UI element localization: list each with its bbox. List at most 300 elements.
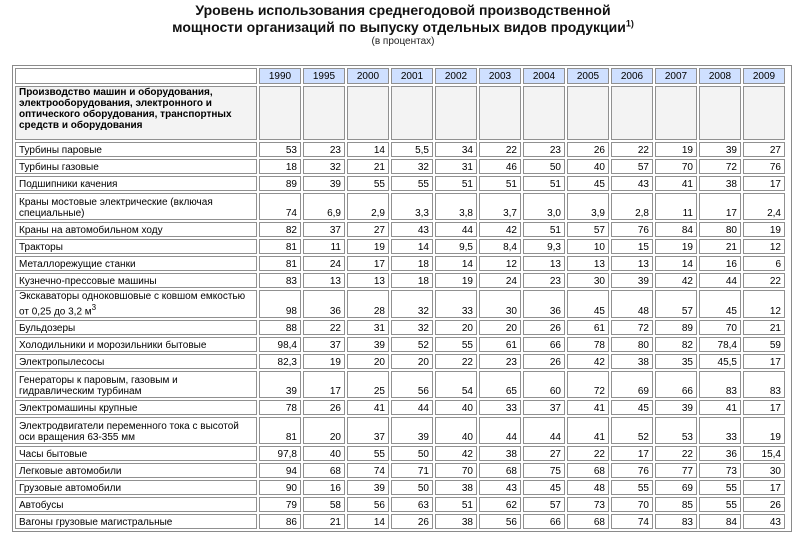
row-label-text: Электродвигатели переменного тока с высотой оси вращения 63-355 мм bbox=[19, 421, 239, 444]
value-cell-2003: 12 bbox=[479, 256, 521, 271]
value-cell-1995: 40 bbox=[303, 446, 345, 461]
value-cell-2006: 43 bbox=[611, 176, 653, 191]
value-cell-2001: 18 bbox=[391, 256, 433, 271]
value-cell-2007: 41 bbox=[655, 176, 697, 191]
value-cell-2005: 48 bbox=[567, 480, 609, 495]
value-cell-2002: 38 bbox=[435, 514, 477, 529]
value-cell-2005: 3,9 bbox=[567, 193, 609, 220]
year-header-2009: 2009 bbox=[743, 68, 785, 84]
value-cell-2006: 80 bbox=[611, 337, 653, 352]
value-cell-2004: 26 bbox=[523, 320, 565, 335]
value-cell-2002: 40 bbox=[435, 417, 477, 444]
year-header-2001: 2001 bbox=[391, 68, 433, 84]
value-cell-2001: 39 bbox=[391, 417, 433, 444]
table-header-row bbox=[15, 68, 785, 84]
value-cell-2009: 17 bbox=[743, 354, 785, 369]
table-row bbox=[15, 354, 785, 369]
row-label-sup: 3 bbox=[91, 303, 97, 312]
value-cell-2008: 80 bbox=[699, 222, 741, 237]
value-cell-2003: 44 bbox=[479, 417, 521, 444]
row-label bbox=[15, 480, 257, 495]
row-label bbox=[15, 239, 257, 254]
value-cell-2008: 41 bbox=[699, 400, 741, 415]
group-empty-cell bbox=[743, 86, 785, 140]
value-cell-2005: 41 bbox=[567, 417, 609, 444]
row-label bbox=[15, 371, 257, 398]
value-cell-2004: 26 bbox=[523, 354, 565, 369]
row-label-text: Турбины паровые bbox=[19, 145, 102, 156]
value-cell-2005: 42 bbox=[567, 354, 609, 369]
value-cell-2003: 68 bbox=[479, 463, 521, 478]
value-cell-2001: 44 bbox=[391, 400, 433, 415]
value-cell-2007: 11 bbox=[655, 193, 697, 220]
value-cell-2002: 38 bbox=[435, 480, 477, 495]
table-row bbox=[15, 256, 785, 271]
year-header-2000: 2000 bbox=[347, 68, 389, 84]
value-cell-2004: 36 bbox=[523, 290, 565, 318]
group-empty-cell bbox=[347, 86, 389, 140]
value-cell-2008: 33 bbox=[699, 417, 741, 444]
value-cell-2003: 61 bbox=[479, 337, 521, 352]
table-row bbox=[15, 463, 785, 478]
value-cell-2001: 56 bbox=[391, 371, 433, 398]
value-cell-2002: 9,5 bbox=[435, 239, 477, 254]
value-cell-2004: 23 bbox=[523, 273, 565, 288]
value-cell-2000: 39 bbox=[347, 480, 389, 495]
row-label-text: Экскаваторы одноковшовые с ковшом емкостью от 0,25 до 3,2 м bbox=[19, 291, 246, 318]
row-label bbox=[15, 159, 257, 174]
value-cell-2005: 57 bbox=[567, 222, 609, 237]
value-cell-1990: 94 bbox=[259, 463, 301, 478]
value-cell-2001: 5,5 bbox=[391, 142, 433, 157]
row-label bbox=[15, 514, 257, 529]
table-row bbox=[15, 193, 785, 220]
table-row bbox=[15, 239, 785, 254]
value-cell-2006: 48 bbox=[611, 290, 653, 318]
value-cell-2007: 85 bbox=[655, 497, 697, 512]
value-cell-2009: 59 bbox=[743, 337, 785, 352]
value-cell-1990: 81 bbox=[259, 256, 301, 271]
value-cell-2001: 71 bbox=[391, 463, 433, 478]
value-cell-2005: 72 bbox=[567, 371, 609, 398]
value-cell-2003: 62 bbox=[479, 497, 521, 512]
value-cell-2001: 43 bbox=[391, 222, 433, 237]
value-cell-2007: 69 bbox=[655, 480, 697, 495]
value-cell-1990: 53 bbox=[259, 142, 301, 157]
title-block bbox=[0, 2, 806, 47]
value-cell-2000: 19 bbox=[347, 239, 389, 254]
value-cell-2006: 76 bbox=[611, 463, 653, 478]
value-cell-2006: 52 bbox=[611, 417, 653, 444]
value-cell-1990: 18 bbox=[259, 159, 301, 174]
value-cell-2002: 51 bbox=[435, 176, 477, 191]
value-cell-2005: 68 bbox=[567, 463, 609, 478]
value-cell-2004: 66 bbox=[523, 337, 565, 352]
value-cell-2007: 53 bbox=[655, 417, 697, 444]
value-cell-2005: 22 bbox=[567, 446, 609, 461]
value-cell-2004: 51 bbox=[523, 222, 565, 237]
group-empty-cell bbox=[259, 86, 301, 140]
value-cell-2006: 17 bbox=[611, 446, 653, 461]
value-cell-2009: 27 bbox=[743, 142, 785, 157]
value-cell-1995: 23 bbox=[303, 142, 345, 157]
value-cell-2002: 40 bbox=[435, 400, 477, 415]
value-cell-2003: 33 bbox=[479, 400, 521, 415]
row-label bbox=[15, 176, 257, 191]
value-cell-2006: 57 bbox=[611, 159, 653, 174]
value-cell-1990: 79 bbox=[259, 497, 301, 512]
value-cell-2002: 34 bbox=[435, 142, 477, 157]
row-label-text: Вагоны грузовые магистральные bbox=[19, 517, 173, 529]
year-header-2008: 2008 bbox=[699, 68, 741, 84]
value-cell-2006: 45 bbox=[611, 400, 653, 415]
value-cell-2008: 55 bbox=[699, 497, 741, 512]
table-row bbox=[15, 417, 785, 444]
value-cell-1995: 24 bbox=[303, 256, 345, 271]
value-cell-2000: 17 bbox=[347, 256, 389, 271]
group-empty-cell bbox=[391, 86, 433, 140]
value-cell-2008: 73 bbox=[699, 463, 741, 478]
page-title bbox=[0, 2, 806, 36]
row-label-text: Часы бытовые bbox=[19, 449, 88, 461]
row-label bbox=[15, 354, 257, 369]
value-cell-1995: 36 bbox=[303, 290, 345, 318]
table-row bbox=[15, 446, 785, 461]
value-cell-2009: 83 bbox=[743, 371, 785, 398]
value-cell-2001: 55 bbox=[391, 176, 433, 191]
title-line-2-text: мощности организаций по выпуску отдельных видов продукции bbox=[172, 19, 626, 35]
value-cell-2008: 70 bbox=[699, 320, 741, 335]
value-cell-2004: 37 bbox=[523, 400, 565, 415]
group-empty-cell bbox=[479, 86, 521, 140]
row-label-text: Легковые автомобили bbox=[19, 466, 122, 478]
value-cell-2007: 42 bbox=[655, 273, 697, 288]
row-label-text: Автобусы bbox=[19, 500, 64, 512]
value-cell-1990: 97,8 bbox=[259, 446, 301, 461]
value-cell-2005: 30 bbox=[567, 273, 609, 288]
value-cell-1995: 26 bbox=[303, 400, 345, 415]
table-row bbox=[15, 497, 785, 512]
group-empty-cell bbox=[611, 86, 653, 140]
value-cell-2006: 13 bbox=[611, 256, 653, 271]
value-cell-2002: 31 bbox=[435, 159, 477, 174]
year-header-1990: 1990 bbox=[259, 68, 301, 84]
value-cell-2003: 24 bbox=[479, 273, 521, 288]
value-cell-1990: 82,3 bbox=[259, 354, 301, 369]
value-cell-2003: 42 bbox=[479, 222, 521, 237]
table-row bbox=[15, 176, 785, 191]
value-cell-2002: 19 bbox=[435, 273, 477, 288]
value-cell-1995: 22 bbox=[303, 320, 345, 335]
value-cell-2006: 2,8 bbox=[611, 193, 653, 220]
value-cell-2000: 14 bbox=[347, 514, 389, 529]
value-cell-2006: 69 bbox=[611, 371, 653, 398]
value-cell-2008: 78,4 bbox=[699, 337, 741, 352]
value-cell-2009: 2,4 bbox=[743, 193, 785, 220]
value-cell-2000: 27 bbox=[347, 222, 389, 237]
value-cell-2004: 13 bbox=[523, 256, 565, 271]
value-cell-2001: 14 bbox=[391, 239, 433, 254]
value-cell-2007: 57 bbox=[655, 290, 697, 318]
row-label bbox=[15, 417, 257, 444]
table-frame bbox=[12, 65, 792, 532]
value-cell-1990: 78 bbox=[259, 400, 301, 415]
year-header-2002: 2002 bbox=[435, 68, 477, 84]
value-cell-2008: 21 bbox=[699, 239, 741, 254]
value-cell-2007: 19 bbox=[655, 239, 697, 254]
value-cell-2001: 32 bbox=[391, 159, 433, 174]
table-row bbox=[15, 142, 785, 157]
row-label bbox=[15, 463, 257, 478]
value-cell-1990: 74 bbox=[259, 193, 301, 220]
table-row bbox=[15, 514, 785, 529]
row-label-text: Турбины газовые bbox=[19, 162, 99, 173]
value-cell-2008: 72 bbox=[699, 159, 741, 174]
value-cell-2004: 66 bbox=[523, 514, 565, 529]
year-header-2004: 2004 bbox=[523, 68, 565, 84]
value-cell-2009: 19 bbox=[743, 222, 785, 237]
value-cell-2004: 9,3 bbox=[523, 239, 565, 254]
row-label-text: Краны мостовые электрические (включая специальные) bbox=[19, 197, 213, 219]
value-cell-2008: 17 bbox=[699, 193, 741, 220]
value-cell-2000: 28 bbox=[347, 290, 389, 318]
value-cell-2006: 74 bbox=[611, 514, 653, 529]
value-cell-2003: 22 bbox=[479, 142, 521, 157]
value-cell-2004: 45 bbox=[523, 480, 565, 495]
units-subtitle: (в процентах) bbox=[371, 36, 435, 47]
group-empty-cell bbox=[655, 86, 697, 140]
value-cell-2001: 32 bbox=[391, 290, 433, 318]
group-empty-cell bbox=[523, 86, 565, 140]
value-cell-2003: 8,4 bbox=[479, 239, 521, 254]
row-label-text: Металлорежущие станки bbox=[19, 259, 136, 270]
group-empty-cell bbox=[567, 86, 609, 140]
year-header-2005: 2005 bbox=[567, 68, 609, 84]
table-row bbox=[15, 222, 785, 237]
value-cell-2004: 3,0 bbox=[523, 193, 565, 220]
capacity-table bbox=[13, 66, 787, 531]
value-cell-2005: 10 bbox=[567, 239, 609, 254]
value-cell-2001: 18 bbox=[391, 273, 433, 288]
value-cell-2009: 12 bbox=[743, 239, 785, 254]
row-label bbox=[15, 290, 257, 318]
value-cell-1990: 82 bbox=[259, 222, 301, 237]
value-cell-2000: 74 bbox=[347, 463, 389, 478]
row-label bbox=[15, 142, 257, 157]
table-row bbox=[15, 290, 785, 318]
value-cell-2002: 42 bbox=[435, 446, 477, 461]
value-cell-2005: 73 bbox=[567, 497, 609, 512]
value-cell-2005: 40 bbox=[567, 159, 609, 174]
value-cell-2002: 55 bbox=[435, 337, 477, 352]
value-cell-2001: 50 bbox=[391, 480, 433, 495]
value-cell-1995: 19 bbox=[303, 354, 345, 369]
value-cell-2001: 32 bbox=[391, 320, 433, 335]
value-cell-2009: 26 bbox=[743, 497, 785, 512]
value-cell-2004: 23 bbox=[523, 142, 565, 157]
value-cell-2005: 68 bbox=[567, 514, 609, 529]
value-cell-2007: 70 bbox=[655, 159, 697, 174]
value-cell-2002: 14 bbox=[435, 256, 477, 271]
group-row bbox=[15, 86, 785, 140]
value-cell-1995: 11 bbox=[303, 239, 345, 254]
value-cell-2006: 22 bbox=[611, 142, 653, 157]
value-cell-2009: 22 bbox=[743, 273, 785, 288]
value-cell-2008: 45 bbox=[699, 290, 741, 318]
value-cell-2009: 21 bbox=[743, 320, 785, 335]
value-cell-1995: 20 bbox=[303, 417, 345, 444]
value-cell-2009: 76 bbox=[743, 159, 785, 174]
value-cell-2000: 56 bbox=[347, 497, 389, 512]
value-cell-2001: 50 bbox=[391, 446, 433, 461]
value-cell-2008: 39 bbox=[699, 142, 741, 157]
value-cell-2000: 14 bbox=[347, 142, 389, 157]
value-cell-1995: 58 bbox=[303, 497, 345, 512]
value-cell-2004: 60 bbox=[523, 371, 565, 398]
value-cell-2007: 39 bbox=[655, 400, 697, 415]
row-label-text: Генераторы к паровым, газовым и гидравлическим турбинам bbox=[19, 375, 178, 398]
value-cell-2003: 65 bbox=[479, 371, 521, 398]
table-row bbox=[15, 337, 785, 352]
value-cell-2005: 45 bbox=[567, 176, 609, 191]
table-row bbox=[15, 159, 785, 174]
row-label bbox=[15, 256, 257, 271]
value-cell-2004: 75 bbox=[523, 463, 565, 478]
value-cell-2001: 63 bbox=[391, 497, 433, 512]
year-header-2007: 2007 bbox=[655, 68, 697, 84]
value-cell-2005: 26 bbox=[567, 142, 609, 157]
value-cell-2008: 36 bbox=[699, 446, 741, 461]
value-cell-2009: 30 bbox=[743, 463, 785, 478]
value-cell-2007: 22 bbox=[655, 446, 697, 461]
value-cell-2004: 27 bbox=[523, 446, 565, 461]
value-cell-1990: 88 bbox=[259, 320, 301, 335]
value-cell-2008: 84 bbox=[699, 514, 741, 529]
value-cell-2009: 17 bbox=[743, 176, 785, 191]
value-cell-2007: 84 bbox=[655, 222, 697, 237]
value-cell-2001: 52 bbox=[391, 337, 433, 352]
value-cell-2003: 38 bbox=[479, 446, 521, 461]
value-cell-2007: 19 bbox=[655, 142, 697, 157]
year-header-1995: 1995 bbox=[303, 68, 345, 84]
header-corner-cell bbox=[15, 68, 257, 84]
value-cell-2006: 70 bbox=[611, 497, 653, 512]
value-cell-2000: 20 bbox=[347, 354, 389, 369]
value-cell-1990: 90 bbox=[259, 480, 301, 495]
value-cell-2007: 82 bbox=[655, 337, 697, 352]
row-label bbox=[15, 222, 257, 237]
value-cell-1990: 98,4 bbox=[259, 337, 301, 352]
row-label bbox=[15, 400, 257, 415]
row-label-text: Кузнечно-прессовые машины bbox=[19, 276, 157, 287]
value-cell-2003: 46 bbox=[479, 159, 521, 174]
value-cell-2000: 2,9 bbox=[347, 193, 389, 220]
value-cell-2005: 45 bbox=[567, 290, 609, 318]
value-cell-2000: 55 bbox=[347, 176, 389, 191]
value-cell-2006: 38 bbox=[611, 354, 653, 369]
group-empty-cell bbox=[699, 86, 741, 140]
value-cell-2002: 33 bbox=[435, 290, 477, 318]
value-cell-2000: 25 bbox=[347, 371, 389, 398]
value-cell-1995: 32 bbox=[303, 159, 345, 174]
row-label bbox=[15, 320, 257, 335]
value-cell-2006: 39 bbox=[611, 273, 653, 288]
title-footnote-mark: 1) bbox=[625, 18, 634, 29]
value-cell-2006: 55 bbox=[611, 480, 653, 495]
value-cell-2009: 15,4 bbox=[743, 446, 785, 461]
group-empty-cell bbox=[303, 86, 345, 140]
value-cell-2008: 55 bbox=[699, 480, 741, 495]
value-cell-2007: 35 bbox=[655, 354, 697, 369]
row-label bbox=[15, 273, 257, 288]
value-cell-1995: 68 bbox=[303, 463, 345, 478]
value-cell-2000: 37 bbox=[347, 417, 389, 444]
value-cell-2002: 20 bbox=[435, 320, 477, 335]
value-cell-2008: 38 bbox=[699, 176, 741, 191]
value-cell-1990: 86 bbox=[259, 514, 301, 529]
value-cell-2008: 44 bbox=[699, 273, 741, 288]
value-cell-2004: 44 bbox=[523, 417, 565, 444]
value-cell-2008: 16 bbox=[699, 256, 741, 271]
row-label-text: Электромашины крупные bbox=[19, 403, 138, 415]
row-label-text: Холодильники и морозильники бытовые bbox=[19, 340, 207, 352]
value-cell-1995: 37 bbox=[303, 337, 345, 352]
value-cell-2003: 3,7 bbox=[479, 193, 521, 220]
row-label-text: Тракторы bbox=[19, 242, 63, 253]
value-cell-1990: 39 bbox=[259, 371, 301, 398]
value-cell-1995: 17 bbox=[303, 371, 345, 398]
value-cell-2003: 43 bbox=[479, 480, 521, 495]
value-cell-2001: 20 bbox=[391, 354, 433, 369]
group-empty-cell bbox=[435, 86, 477, 140]
value-cell-2003: 20 bbox=[479, 320, 521, 335]
value-cell-2000: 39 bbox=[347, 337, 389, 352]
value-cell-2005: 41 bbox=[567, 400, 609, 415]
value-cell-2001: 3,3 bbox=[391, 193, 433, 220]
value-cell-2003: 51 bbox=[479, 176, 521, 191]
value-cell-2005: 78 bbox=[567, 337, 609, 352]
value-cell-2004: 51 bbox=[523, 176, 565, 191]
table-row bbox=[15, 320, 785, 335]
row-label-text: Грузовые автомобили bbox=[19, 483, 122, 495]
value-cell-2009: 19 bbox=[743, 417, 785, 444]
value-cell-2002: 70 bbox=[435, 463, 477, 478]
value-cell-1995: 13 bbox=[303, 273, 345, 288]
row-label-text: Краны на автомобильном ходу bbox=[19, 225, 163, 236]
value-cell-2008: 83 bbox=[699, 371, 741, 398]
value-cell-1990: 81 bbox=[259, 239, 301, 254]
value-cell-2007: 89 bbox=[655, 320, 697, 335]
value-cell-2000: 13 bbox=[347, 273, 389, 288]
year-header-2003: 2003 bbox=[479, 68, 521, 84]
value-cell-2003: 30 bbox=[479, 290, 521, 318]
group-label: Производство машин и оборудования, электрооборудования, электронного и оптического оборудования, транспортных средств и оборудования bbox=[15, 86, 257, 140]
value-cell-2003: 56 bbox=[479, 514, 521, 529]
value-cell-2002: 54 bbox=[435, 371, 477, 398]
row-label-text: Подшипники качения bbox=[19, 179, 118, 190]
value-cell-2009: 6 bbox=[743, 256, 785, 271]
value-cell-1995: 6,9 bbox=[303, 193, 345, 220]
year-header-2006: 2006 bbox=[611, 68, 653, 84]
value-cell-2002: 44 bbox=[435, 222, 477, 237]
row-label bbox=[15, 497, 257, 512]
value-cell-2000: 41 bbox=[347, 400, 389, 415]
table-row bbox=[15, 371, 785, 398]
value-cell-2000: 31 bbox=[347, 320, 389, 335]
row-label bbox=[15, 337, 257, 352]
value-cell-1995: 21 bbox=[303, 514, 345, 529]
value-cell-2002: 22 bbox=[435, 354, 477, 369]
